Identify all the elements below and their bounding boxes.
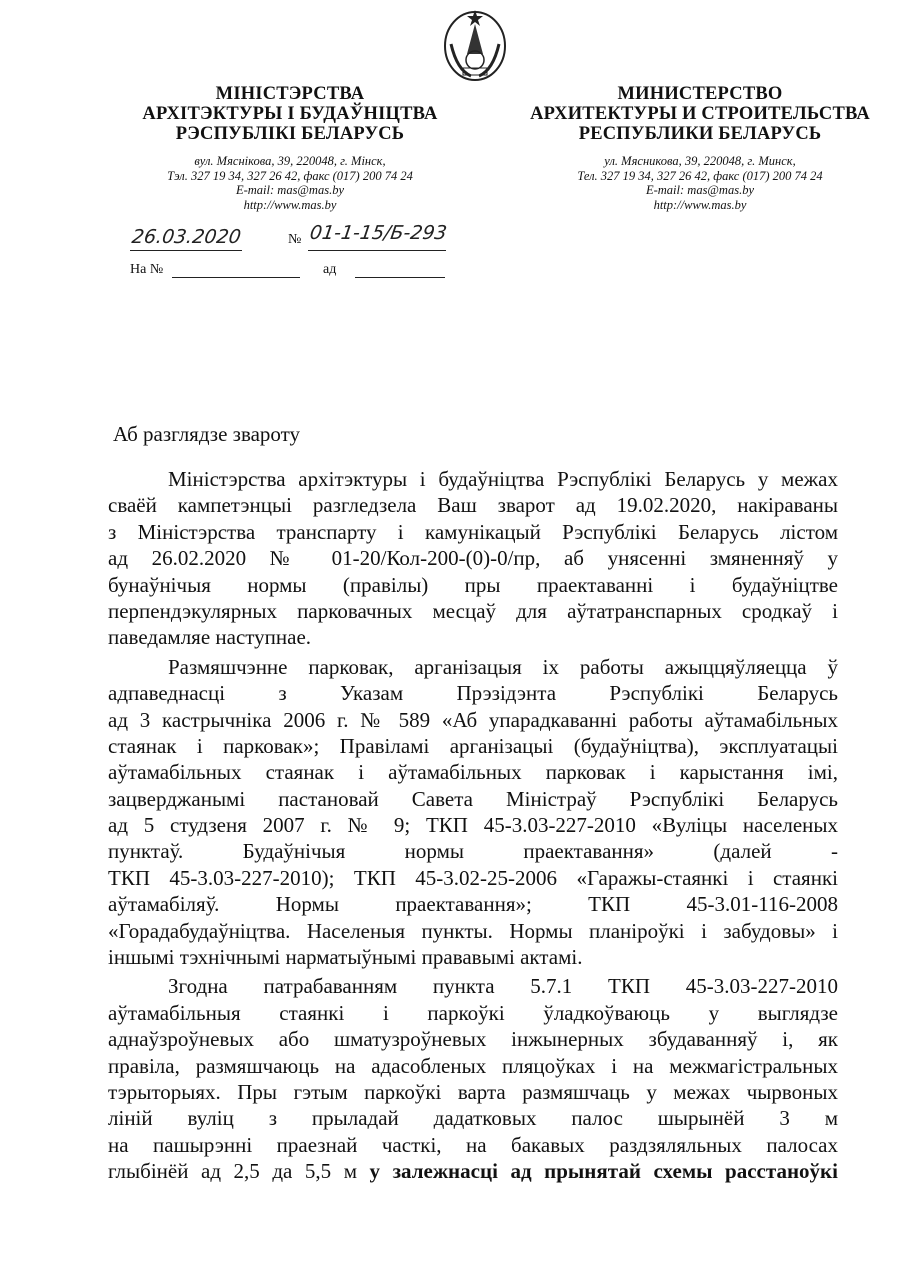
text-line: паведамляе наступнае.	[108, 625, 312, 650]
text-line: аднаўзроўневых або шматузроўневых інжынерных збудаванняў і, як	[108, 1027, 838, 1052]
ref-date-blank	[355, 277, 445, 278]
ministry-header-russian	[500, 84, 900, 212]
number-label: №	[288, 232, 302, 247]
website-line: http://www.mas.by	[243, 197, 337, 212]
text-line: іншымі тэхнічнымі нарматыўнымі прававымі актамі.	[108, 945, 583, 970]
letter-subject: Аб разглядзе звароту	[113, 422, 301, 446]
ministry-address-ru	[500, 154, 900, 212]
text-line: адпаведнасці з Указам Прэзідэнта Рэспублікі Беларусь	[108, 681, 838, 706]
email-line: E-mail: mas@mas.by	[645, 183, 754, 197]
text-line: ліній вуліц з прыладай дадатковых палос шырынёй 3 м	[108, 1106, 838, 1131]
title-line: АРХІТЭКТУРЫ І БУДАЎНІЦТВА	[142, 104, 438, 124]
state-emblem-icon	[437, 4, 513, 84]
email-line: E-mail: mas@mas.by	[235, 183, 344, 197]
website-line: http://www.mas.by	[653, 197, 747, 212]
paragraph	[108, 654, 838, 971]
text-segment: глыбінёй ад 2,5 да 5,5 м	[108, 1159, 370, 1184]
letter-body	[108, 466, 838, 1188]
text-line: «Горадабудаўніцтва. Населеныя пункты. Нормы планіроўкі і забудовы» і	[108, 918, 838, 943]
text-line: зацверджанымі пастановай Савета Міністраў Рэспублікі Беларусь	[108, 786, 838, 811]
text-line: аўтамабільных стаянак і аўтамабільных парковак і карыстання імі,	[108, 760, 838, 785]
title-line: МИНИСТЕРСТВО	[617, 84, 783, 104]
text-line: тэрыторыях. Пры гэтым паркоўкі варта размяшчаць у межах чырвоных	[108, 1079, 838, 1104]
text-line: аўтамабільныя стаянкі і паркоўкі ўладкоўваюць у выглядзе	[108, 1000, 838, 1025]
text-line: Размяшчэнне парковак, арганізацыя іх работы ажыццяўляецца ў	[168, 654, 838, 679]
text-line: ад 26.02.2020 № 01-20/Кол-200-(0)-0/пр, аб унясенні змяненняў у	[108, 546, 838, 571]
text-line: правіла, размяшчаюць на адасобленых пляцоўках і на межмагістральных	[108, 1053, 838, 1078]
title-line: РЕСПУБЛИКИ БЕЛАРУСЬ	[578, 124, 822, 144]
text-line: перпендэкулярных парковачных месцаў для аўтатранспарных сродкаў і	[108, 598, 838, 623]
bold-text-segment: у залежнасці ад прынятай схемы расстаноўкі	[369, 1159, 838, 1184]
title-line: РЭСПУБЛІКІ БЕЛАРУСЬ	[175, 124, 405, 144]
paragraph	[108, 466, 838, 651]
ref-number-blank	[172, 277, 300, 278]
handwritten-number: 01-1-15/Б-293	[308, 222, 449, 244]
paragraph	[108, 973, 838, 1184]
text-line	[108, 1158, 838, 1184]
address-line: вул. Мяснікова, 39, 220048, г. Мінск,	[194, 154, 386, 168]
phone-line: Тэл. 327 19 34, 327 26 42, факс (017) 200 74 24	[167, 168, 413, 183]
ministry-title-ru	[500, 84, 900, 144]
text-line: ТКП 45-3.03-227-2010); ТКП 45-3.02-25-2006 «Гаражы-стаянкі і стаянкі	[108, 865, 838, 890]
text-line: сваёй кампетэнцыі разгледзела Ваш зварот ад 19.02.2020, накіраваны	[108, 493, 838, 518]
text-line: ад 5 студзеня 2007 г. № 9; ТКП 45-3.03-227-2010 «Вуліцы населеных	[108, 813, 838, 838]
text-line: з Міністэрства транспарту і камунікацый Рэспублікі Беларусь лістом	[108, 519, 838, 544]
ministry-address-be	[90, 154, 490, 212]
address-line: ул. Мясникова, 39, 220048, г. Минск,	[604, 154, 796, 168]
number-underline	[308, 250, 446, 251]
text-line: стаянак і парковак»; Правіламі арганізацыі (будаўніцтва), эксплуатацыі	[108, 733, 838, 758]
text-line: аўтамабіляў. Нормы праектавання»; ТКП 45-3.01-116-2008	[108, 892, 838, 917]
title-line: АРХИТЕКТУРЫ И СТРОИТЕЛЬСТВА	[530, 104, 870, 124]
ministry-title-be	[90, 84, 490, 144]
ref-number-label: На №	[130, 262, 164, 277]
text-line: ад 3 кастрычніка 2006 г. № 589 «Аб упарадкаванні работы аўтамабільных	[108, 707, 838, 732]
title-line: МІНІСТЭРСТВА	[215, 84, 365, 104]
text-line: бунаўнічыя нормы (правілы) пры праектаванні і будаўніцтве	[108, 572, 838, 597]
handwritten-date: 26.03.2020	[130, 226, 243, 248]
text-line: Міністэрства архітэктуры і будаўніцтва Рэспублікі Беларусь у межах	[168, 467, 838, 491]
text-line: на пашырэнні праезнай часткі, на бакавых раздзяляльных палосах	[108, 1132, 838, 1157]
phone-line: Тел. 327 19 34, 327 26 42, факс (017) 200 74 24	[577, 168, 823, 183]
ref-from-label: ад	[323, 262, 337, 277]
date-underline	[130, 250, 242, 251]
text-line: пунктаў. Будаўнічыя нормы праектавання» (далей -	[108, 839, 838, 864]
registration-line	[130, 222, 470, 252]
text-line: Згодна патрабаванням пункта 5.7.1 ТКП 45-3.03-227-2010	[168, 974, 838, 999]
ministry-header-belarusian	[90, 84, 490, 212]
